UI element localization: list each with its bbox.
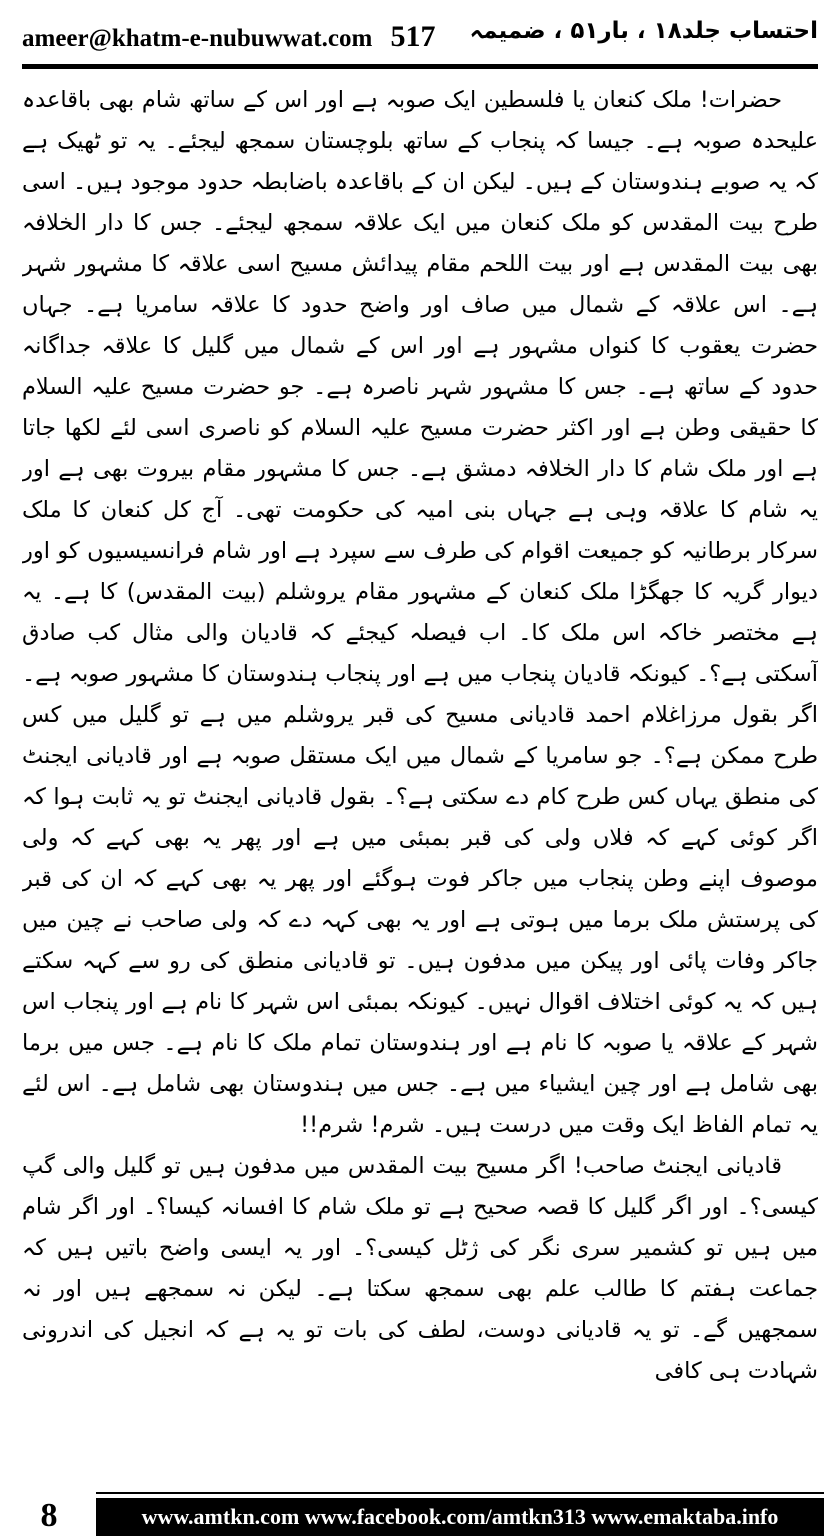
footer-links: www.amtkn.com www.facebook.com/amtkn313 www.emaktaba.info — [96, 1498, 824, 1536]
header-rule — [22, 64, 818, 69]
page-footer — [0, 1488, 840, 1540]
page-body — [22, 80, 818, 1478]
footer-page-number: 8 — [40, 1497, 58, 1534]
page-header — [22, 16, 818, 62]
header-left — [22, 20, 436, 54]
footer-rule — [96, 1492, 824, 1494]
header-book-title: احتساب جلد۱۸ ، بار۵۱ ، ضمیمہ — [469, 18, 818, 44]
header-email: ameer@khatm-e-nubuwwat.com — [22, 25, 373, 52]
paragraph: حضرات! ملک کنعان یا فلسطین ایک صوبہ ہے اور اس کے ساتھ شام بھی باقاعدہ علیحدہ صوبہ ہے۔ جیسا کہ پنجاب کے ساتھ بلوچستان سمجھ لیجئے۔ یہ تو ٹھیک ہے کہ یہ صوبے ہندوستان کے ہیں۔ لیکن ان کے باقاعدہ باضابطہ حدود موجود ہیں۔ اسی طرح بیت المقدس کو ملک کنعان میں ایک علاقہ سمجھ لیجئے۔ جس کا دار الخلافہ بھی بیت المقدس ہے اور بیت اللحم مقام پیدائش مسیح اسی علاقہ کا مشہور شہر ہے۔ اس علاقہ کے شمال میں صاف اور واضح حدود کا علاقہ سامریا ہے۔ جہاں حضرت یعقوب کا کنواں مشہور ہے اور اس کے شمال میں گلیل کا علاقہ جداگانہ حدود کے ساتھ ہے۔ جس کا مشہور شہر ناصرہ ہے۔ جو حضرت مسیح علیہ السلام کا حقیقی وطن ہے اور اکثر حضرت مسیح علیہ السلام کو ناصری اسی لئے لکھا جاتا ہے اور ملک شام کا دار الخلافہ دمشق ہے۔ جس کا مشہور مقام بیروت بھی ہے اور یہ شام کا علاقہ وہی ہے جہاں بنی امیہ کی حکومت تھی۔ آج کل کنعان کا ملک سرکار برطانیہ کو جمیعت اقوام کی طرف سے سپرد ہے اور شام فرانسیسیوں کو اور دیوار گریہ کا جھگڑا ملک کنعان کے مشہور مقام یروشلم (بیت المقدس) کا ہے۔ یہ ہے مختصر خاکہ اس ملک کا۔ اب فیصلہ کیجئے کہ قادیان والی مثال کب صادق آسکتی ہے؟۔ کیونکہ قادیان پنجاب میں ہے اور پنجاب ہندوستان کا مشہور صوبہ ہے۔ اگر بقول مرزاغلام احمد قادیانی مسیح کی قبر یروشلم میں ہے تو گلیل میں کس طرح ممکن ہے؟۔ جو سامریا کے شمال میں ایک مستقل صوبہ ہے اور قادیانی ایجنٹ کی منطق یہاں کس طرح کام دے سکتی ہے؟۔ بقول قادیانی ایجنٹ تو یہ ثابت ہوا کہ اگر کوئی کہے کہ فلاں ولی کی قبر بمبئی میں ہے اور پھر یہ بھی کہے کہ ولی موصوف اپنے وطن پنجاب میں جاکر فوت ہوگئے اور پھر یہ بھی کہے کہ ان کی قبر کی پرستش ملک برما میں ہوتی ہے اور یہ بھی کہہ دے کہ ولی صاحب نے چین میں جاکر وفات پائی اور پیکن میں مدفون ہیں۔ تو قادیانی منطق کی رو سے کہہ سکتے ہیں کہ یہ کوئی اختلاف اقوال نہیں۔ کیونکہ بمبئی اس شہر کا نام ہے اور پنجاب اس شہر کے علاقہ یا صوبہ کا نام ہے اور ہندوستان تمام ملک کا نام ہے۔ جس میں برما بھی شامل ہے اور چین ایشیاء میں ہے۔ جس میں ہندوستان بھی شامل ہے۔ اس لئے یہ تمام الفاظ ایک وقت میں درست ہیں۔ شرم! شرم!! — [22, 87, 818, 1138]
header-page-number: 517 — [390, 20, 436, 53]
paragraph: قادیانی ایجنٹ صاحب! اگر مسیح بیت المقدس میں مدفون ہیں تو گلیل والی گپ کیسی؟۔ اور اگر گلیل کا قصہ صحیح ہے تو ملک شام کا افسانہ کیسا؟۔ اور اگر شام میں ہیں تو کشمیر سری نگر کی ژٹل کیسی؟۔ اور یہ ایسی واضح باتیں ہیں کہ جماعت ہفتم کا طالب علم بھی سمجھ سکتا ہے۔ لیکن نہ سمجھے ہیں اور نہ سمجھیں گے۔ تو یہ قادیانی دوست، لطف کی بات تو یہ ہے کہ انجیل کی اندرونی شہادت ہی کافی — [22, 1153, 818, 1384]
